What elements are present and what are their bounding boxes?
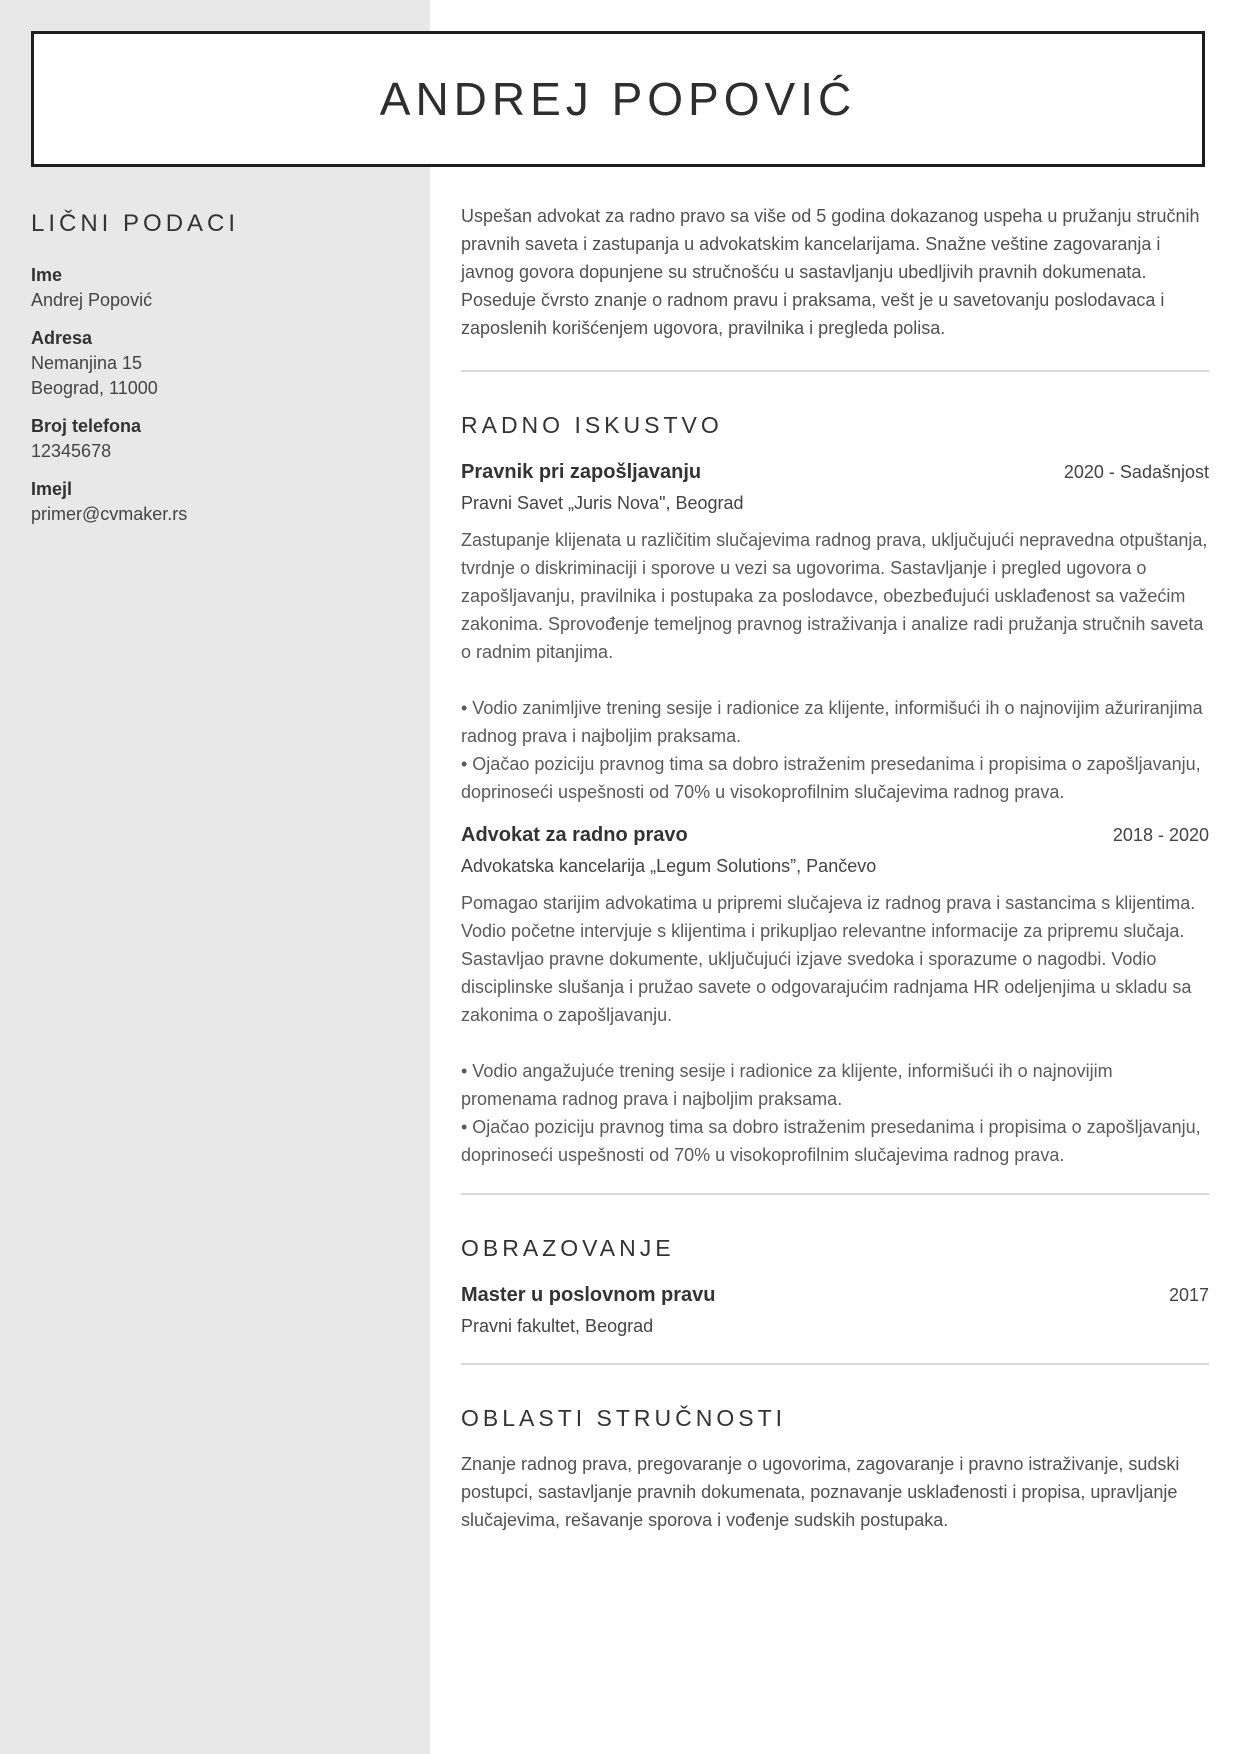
degree-date: 2017 xyxy=(1168,1285,1209,1305)
company: Pravni Savet „Juris Nova", Beograd xyxy=(461,493,744,513)
skills-text: Znanje radnog prava, pregovaranje o ugovorima, zagovaranje i pravno istraživanje, sudski postupci, sastavljanje pravnih dokumenata, poznavanje usklađenosti i propisa, upravljanje slučajevima, rešavanje sporova i vođenje sudskih postupaka. xyxy=(461,1454,1180,1530)
section-divider xyxy=(461,370,1209,372)
job-date: 2018 - 2020 xyxy=(1112,825,1209,845)
field-phone xyxy=(31,413,401,464)
job-bullet: • Vodio angažujuće trening sesije i radionice za klijente, informišući ih o najnovijim promenama radnog prava i najboljim praksama. xyxy=(461,1061,1113,1109)
field-value: Andrej Popović xyxy=(31,290,153,310)
field-label: Imejl xyxy=(31,479,73,499)
name-header xyxy=(31,31,1205,167)
job-title: Advokat za radno pravo xyxy=(461,824,688,846)
field-value: 12345678 xyxy=(31,441,112,461)
company: Advokatska kancelarija „Legum Solutions”, Pančevo xyxy=(461,856,877,876)
field-value: primer@cvmaker.rs xyxy=(31,504,188,524)
entry-header xyxy=(461,1284,1209,1307)
full-name: ANDREJ POPOVIĆ xyxy=(379,73,857,125)
field-label: Ime xyxy=(31,265,63,285)
skills-title: OBLASTI STRUČNOSTI xyxy=(461,1405,787,1431)
job-bullet: • Ojačao poziciju pravnog tima sa dobro istraženim presedanima i propisima o zapošljavanju, doprinoseći uspešnosti od 70% u visokoprofilnim slučajevima radnog prava. xyxy=(461,1117,1201,1165)
section-divider xyxy=(461,1193,1209,1195)
experience-item xyxy=(461,824,1209,1169)
main-content xyxy=(461,202,1209,1534)
field-value: Nemanjina 15 xyxy=(31,353,143,373)
personal-info-title: LIČNI PODACI xyxy=(31,210,240,237)
job-date: 2020 - Sadašnjost xyxy=(1063,462,1209,482)
degree-title: Master u poslovnom pravu xyxy=(461,1284,716,1306)
field-address xyxy=(31,325,401,401)
education-item xyxy=(461,1284,1209,1339)
school: Pravni fakultet, Beograd xyxy=(461,1316,654,1336)
job-bullet: • Vodio zanimljive trening sesije i radionice za klijente, informišući ih o najnovijim ažuriranjima radnog prava i najboljim praksama. xyxy=(461,698,1203,746)
entry-header xyxy=(461,824,1209,847)
job-bullet: • Ojačao poziciju pravnog tima sa dobro istraženim presedanima i propisima o zapošljavanju, doprinoseći uspešnosti od 70% u visokoprofilnim slučajevima radnog prava. xyxy=(461,754,1201,802)
field-name xyxy=(31,262,401,313)
education-title: OBRAZOVANJE xyxy=(461,1235,675,1261)
entry-header xyxy=(461,461,1209,484)
job-description: Zastupanje klijenata u različitim slučajevima radnog prava, uključujući nepravedna otpuštanja, tvrdnje o diskriminaciji i sporove u vezi sa ugovorima. Sastavljanje i pregled ugovora o zapošljavanju, pravilnika i postupaka za poslodavce, obezbeđujući usklađenost sa važećim zakonima. Sprovođenje temeljnog pravnog istraživanja i analize radi pružanja stručnih saveta o radnim pitanjima. xyxy=(461,530,1208,662)
profile-summary: Uspešan advokat za radno pravo sa više od 5 godina dokazanog uspeha u pružanju stručnih pravnih saveta i zastupanja u advokatskim kancelarijama. Snažne veštine zagovaranja i javnog govora dopunjene su stručnošću u sastavljanju ubedljivih pravnih dokumenata. Poseduje čvrsto znanje o radnom pravu i praksama, vešt je u savetovanju poslodavaca i zaposlenih korišćenjem ugovora, pravilnika i pregleda polisa. xyxy=(461,206,1200,338)
field-label: Adresa xyxy=(31,328,93,348)
section-divider xyxy=(461,1363,1209,1365)
field-label: Broj telefona xyxy=(31,416,142,436)
field-email xyxy=(31,476,401,527)
field-value: Beograd, 11000 xyxy=(31,378,158,398)
experience-title: RADNO ISKUSTVO xyxy=(461,412,723,438)
job-title: Pravnik pri zapošljavanju xyxy=(461,461,702,483)
experience-item xyxy=(461,461,1209,806)
personal-info-sidebar xyxy=(31,210,401,527)
job-description: Pomagao starijim advokatima u pripremi slučajeva iz radnog prava i sastancima s klijentima. Vodio početne intervjuje s klijentima i prikupljao relevantne informacije za pripremu slučaja. Sastavljao pravne dokumente, uključujući izjave svedoka i sporazume o nagodbi. Vodio disciplinske slušanja i pružao savete o odgovarajućim radnjama HR odeljenjima u skladu sa zakonima o zapošljavanju. xyxy=(461,893,1196,1025)
